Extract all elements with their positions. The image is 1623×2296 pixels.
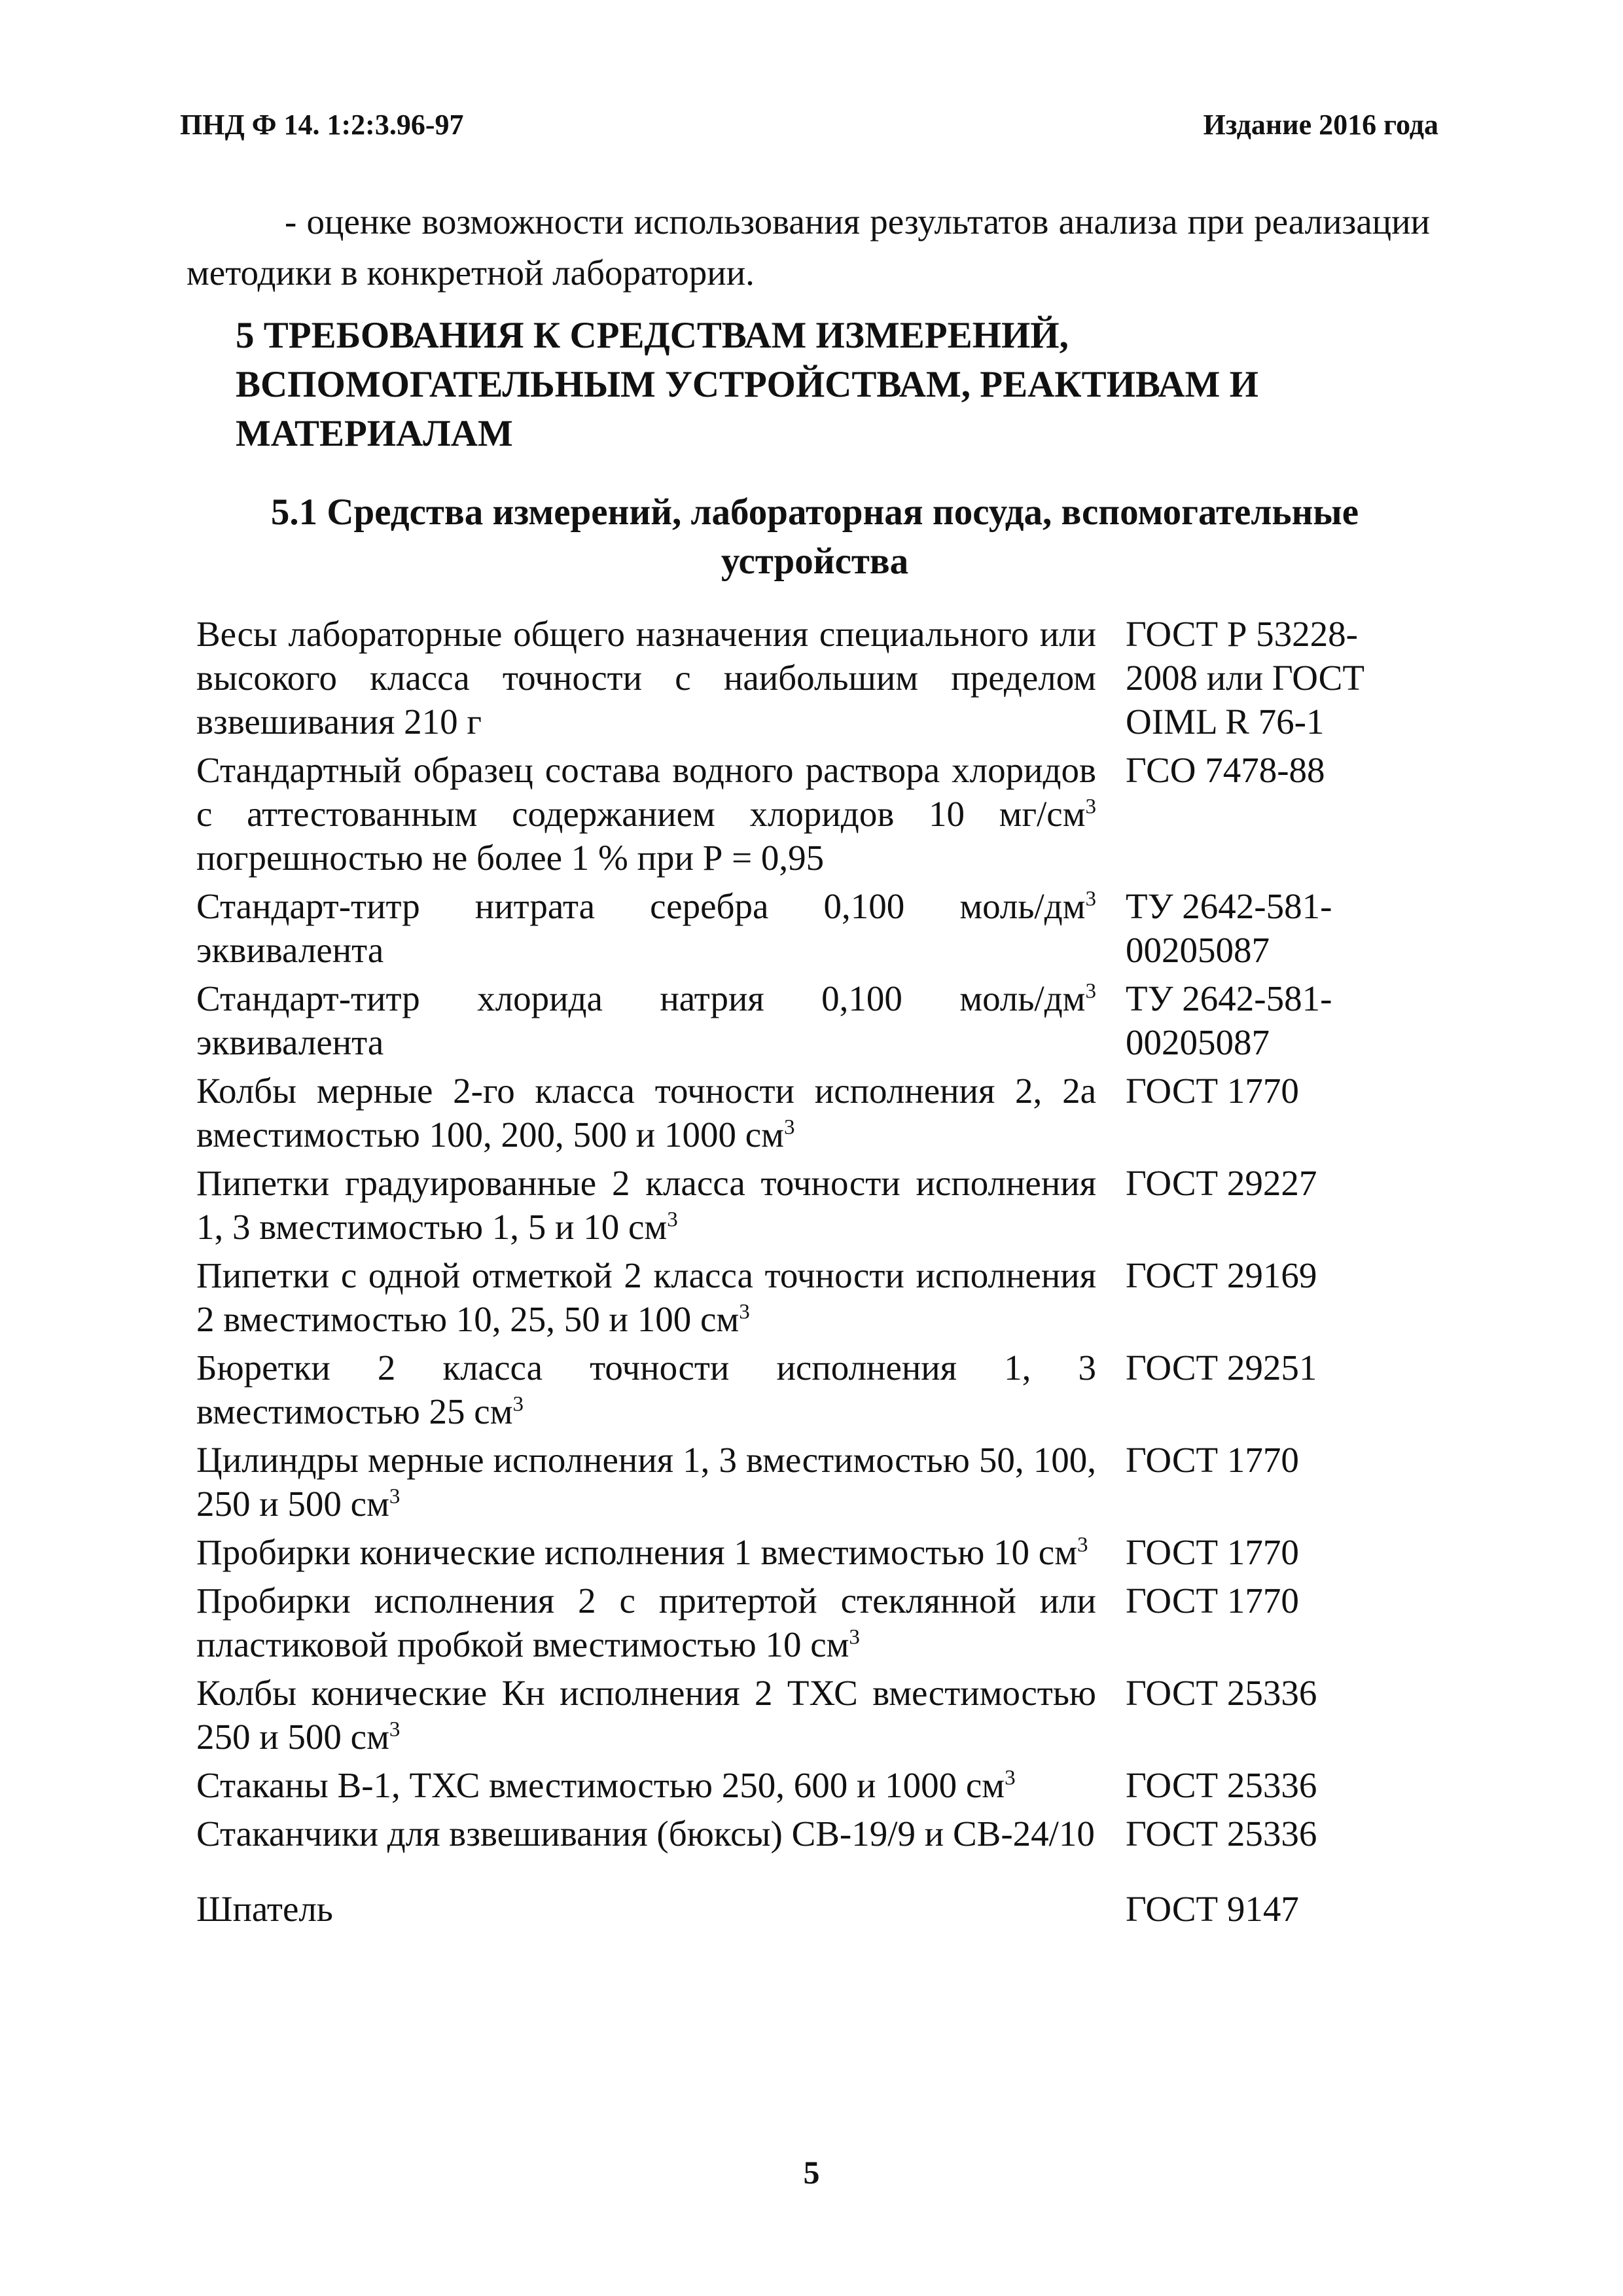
equipment-standard: ГОСТ 25336 (1126, 1673, 1317, 1713)
equipment-row (196, 1812, 1414, 1856)
equipment-standard: ГСО 7478-88 (1126, 750, 1325, 790)
intro-paragraph: - оценке возможности использования результатов анализа при реализации методики в конкретной лаборатории. (187, 202, 1430, 293)
equipment-standard: ГОСТ 1770 (1126, 1581, 1299, 1621)
section-5-heading-line: 5 ТРЕБОВАНИЯ К СРЕДСТВАМ ИЗМЕРЕНИЙ, (236, 315, 1069, 356)
equipment-name: Стаканчики для взвешивания (бюксы) СВ-19/9 и СВ-24/10 (196, 1814, 1095, 1854)
equipment-standard: ГОСТ 9147 (1126, 1889, 1299, 1929)
equipment-row (196, 1438, 1414, 1526)
equipment-row (196, 1671, 1414, 1759)
header-document-code: ПНД Ф 14. 1:2:3.96-97 (180, 109, 464, 141)
equipment-name: Цилиндры мерные исполнения 1, 3 вместимостью 50, 100, 250 и 500 $см^3$ (196, 1440, 1096, 1524)
section-5-heading-line: МАТЕРИАЛАМ (236, 413, 513, 454)
equipment-standard: ГОСТ 29169 (1126, 1255, 1317, 1295)
equipment-name: Стаканы В-1, ТХС вместимостью 250, 600 и 1000 $см^3$ (196, 1765, 1016, 1805)
equipment-name: Стандартный образец состава водного раствора хлоридов с аттестованным содержанием хлоридов 10 $мг/см^3$ погрешностью не более 1 % при Р = 0,95 (196, 750, 1096, 878)
page-number: 5 (803, 2154, 820, 2191)
equipment-name: Пробирки исполнения 2 с притертой стеклянной или пластиковой пробкой вместимостью 10 $см^3$ (196, 1581, 1096, 1664)
equipment-name: Стандарт-титр нитрата серебра 0,100 моль/$дм^3$ эквивалента (196, 886, 1096, 970)
equipment-standard: ГОСТ 1770 (1126, 1440, 1299, 1480)
equipment-name: Пипетки с одной отметкой 2 класса точности исполнения 2 вместимостью 10, 25, 50 и 100 $см^3$ (196, 1255, 1096, 1339)
equipment-row (196, 1579, 1414, 1666)
equipment-standard: ГОСТ 29251 (1126, 1348, 1317, 1388)
equipment-standard: ГОСТ 29227 (1126, 1163, 1317, 1203)
equipment-name: Весы лабораторные общего назначения специального или высокого класса точности с наибольшим пределом взвешивания 210 г (196, 614, 1096, 742)
equipment-name: Колбы конические Кн исполнения 2 ТХС вместимостью 250 и 500 $см^3$ (196, 1673, 1096, 1757)
equipment-row (196, 977, 1414, 1064)
equipment-standard: ГОСТ 25336 (1126, 1765, 1317, 1805)
equipment-row (196, 612, 1414, 744)
section-5-1-heading (216, 488, 1414, 586)
equipment-row (196, 1887, 1414, 1931)
equipment-row (196, 1069, 1414, 1157)
equipment-row (196, 1346, 1414, 1433)
equipment-name: Колбы мерные 2-го класса точности исполнения 2, 2а вместимостью 100, 200, 500 и 1000 $см^3$ (196, 1071, 1096, 1155)
equipment-standard: ТУ 2642-581-00205087 (1126, 978, 1332, 1062)
equipment-row (196, 748, 1414, 880)
equipment-row (196, 1530, 1414, 1574)
equipment-standard: ГОСТ 1770 (1126, 1071, 1299, 1111)
equipment-name: Шпатель (196, 1889, 333, 1929)
header-edition: Издание 2016 года (1203, 109, 1438, 141)
section-5-1-heading-line: 5.1 Средства измерений, лабораторная посуда, вспомогательные (270, 492, 1359, 533)
equipment-name: Стандарт-титр хлорида натрия 0,100 моль/$дм^3$ эквивалента (196, 978, 1096, 1062)
equipment-name: Бюретки 2 класса точности исполнения 1, 3 вместимостью 25 $см^3$ (196, 1348, 1096, 1431)
equipment-row (196, 1161, 1414, 1249)
equipment-name: Пробирки конические исполнения 1 вместимостью 10 $см^3$ (196, 1532, 1088, 1572)
equipment-list (196, 612, 1414, 1935)
equipment-row (196, 884, 1414, 972)
equipment-standard: ГОСТ Р 53228-2008 или ГОСТ OIML R 76-1 (1126, 614, 1364, 742)
equipment-row (196, 1253, 1414, 1341)
equipment-standard: ГОСТ 1770 (1126, 1532, 1299, 1572)
equipment-row (196, 1763, 1414, 1807)
equipment-standard: ГОСТ 25336 (1126, 1814, 1317, 1854)
equipment-name: Пипетки градуированные 2 класса точности исполнения 1, 3 вместимостью 1, 5 и 10 $см^3$ (196, 1163, 1096, 1247)
section-5-heading-line: ВСПОМОГАТЕЛЬНЫМ УСТРОЙСТВАМ, РЕАКТИВАМ И (236, 364, 1258, 405)
section-5-1-heading-line: устройства (721, 541, 909, 582)
equipment-standard: ТУ 2642-581-00205087 (1126, 886, 1332, 970)
section-5-heading (236, 311, 1414, 458)
